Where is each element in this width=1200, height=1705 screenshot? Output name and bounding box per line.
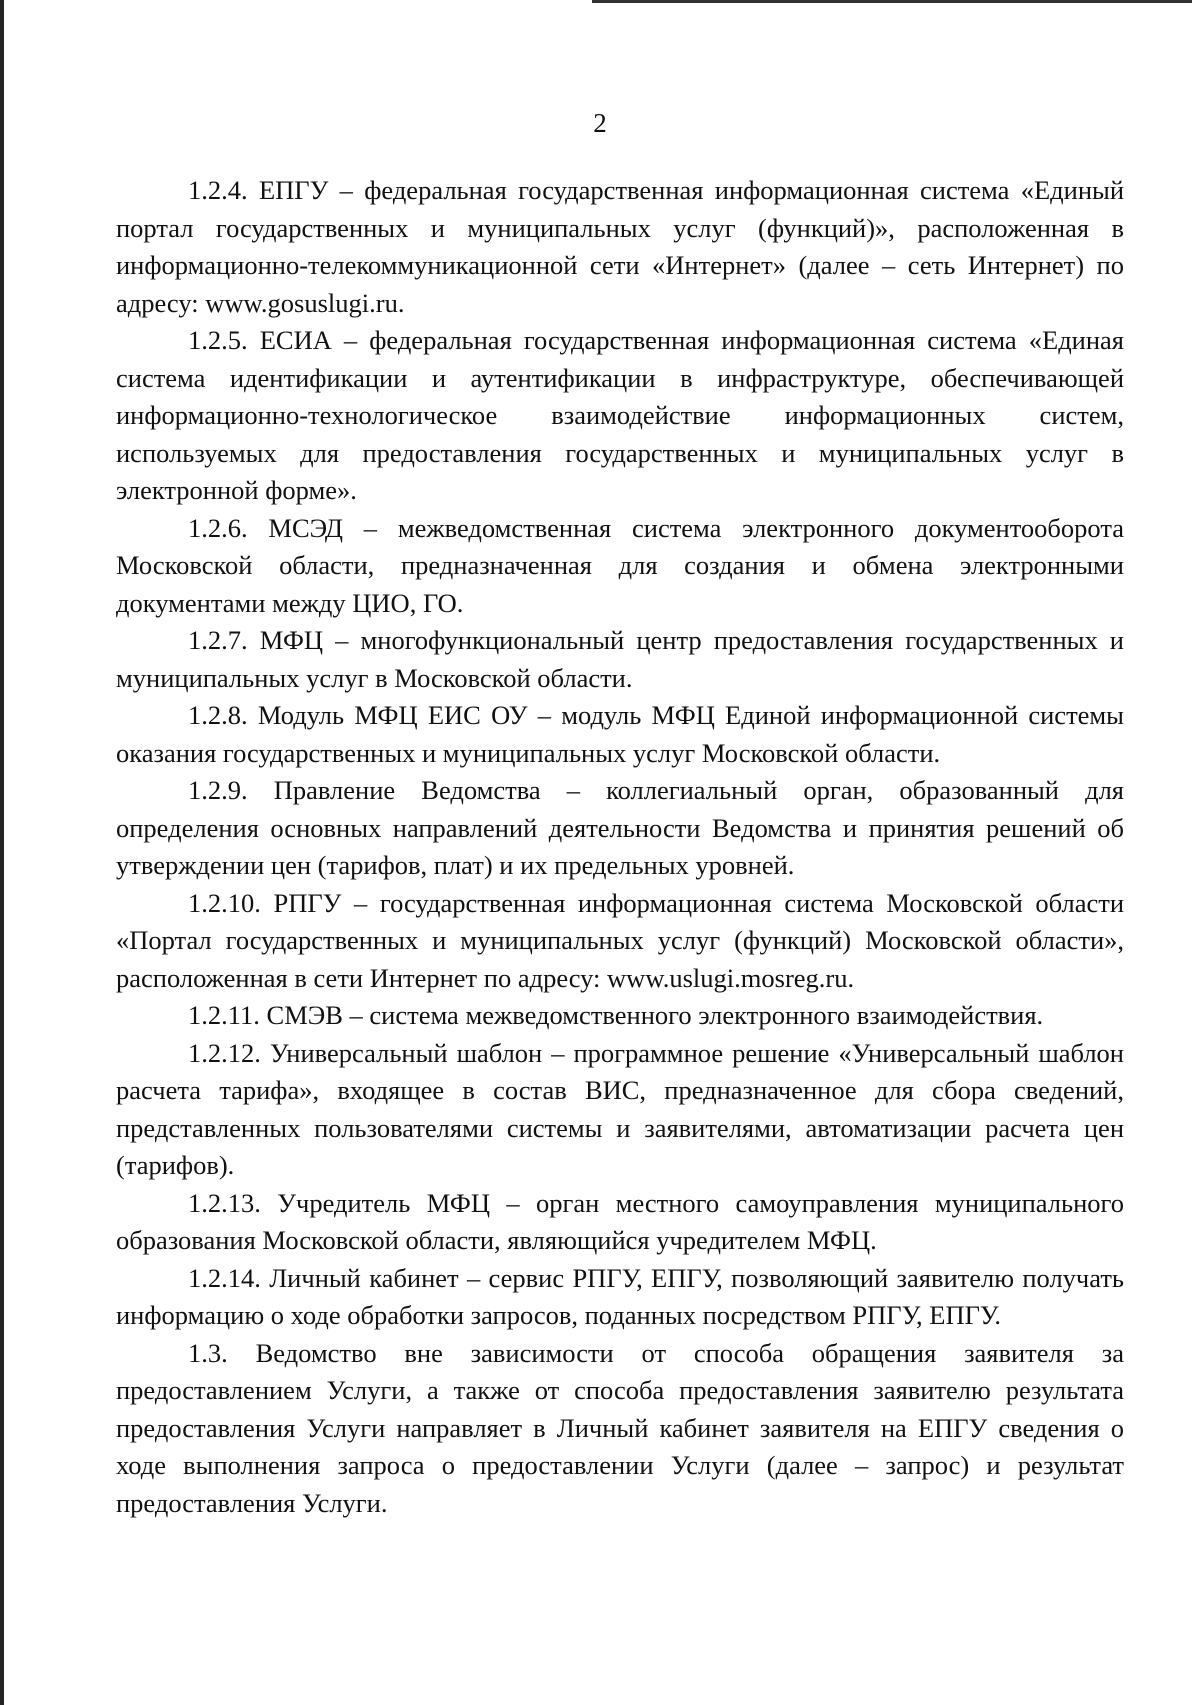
document-body [116, 172, 1124, 1522]
paragraph-1-2-7: 1.2.7. МФЦ – многофункциональный центр предоставления государственных и муниципальных услуг в Московской области. [116, 625, 1124, 693]
scan-edge-top [592, 0, 1192, 3]
paragraph-1-2-5: 1.2.5. ЕСИА – федеральная государственная информационная система «Единая система идентификации и аутентификации в инфраструктуре, обеспечивающей информационно-технологическое взаимодействие информационных систем, используемых для предоставления государственных и муниципальных услуг в электронной форме». [116, 325, 1124, 505]
paragraph-1-2-13: 1.2.13. Учредитель МФЦ – орган местного самоуправления муниципального образования Московской области, являющийся учредителем МФЦ. [116, 1187, 1124, 1255]
paragraph-1-2-8: 1.2.8. Модуль МФЦ ЕИС ОУ – модуль МФЦ Единой информационной системы оказания государственных и муниципальных услуг Московской области. [116, 700, 1124, 768]
paragraph-1-2-11: 1.2.11. СМЭВ – система межведомственного электронного взаимодействия. [188, 1000, 1044, 1030]
page-number: 2 [593, 108, 607, 138]
paragraph-1-2-4: 1.2.4. ЕПГУ – федеральная государственная информационная система «Единый портал государственных и муниципальных услуг (функций)», расположенная в информационно-телекоммуникационной сети «Интернет» (далее – сеть Интернет) по адресу: www.gosuslugi.ru. [116, 175, 1124, 318]
paragraph-1-2-10: 1.2.10. РПГУ – государственная информационная система Московской области «Портал государственных и муниципальных услуг (функций) Московской области», расположенная в сети Интернет по адресу: www.uslugi.mosreg.ru. [116, 887, 1124, 993]
paragraph-1-3: 1.3. Ведомство вне зависимости от способа обращения заявителя за предоставлением Услуги, а также от способа предоставления заявителю результата предоставления Услуги направляет в Личный кабинет заявителя на ЕПГУ сведения о ходе выполнения запроса о предоставлении Услуги (далее – запрос) и результат предоставления Услуги. [116, 1337, 1124, 1518]
paragraph-1-2-12: 1.2.12. Универсальный шаблон – программное решение «Универсальный шаблон расчета тарифа», входящее в состав ВИС, предназначенное для сбора сведений, представленных пользователями системы и заявителями, автоматизации расчета цен (тарифов). [116, 1037, 1124, 1180]
paragraph-1-2-14: 1.2.14. Личный кабинет – сервис РПГУ, ЕПГУ, позволяющий заявителю получать информацию о ходе обработки запросов, поданных посредством РПГУ, ЕПГУ. [116, 1262, 1124, 1330]
paragraph-1-2-6: 1.2.6. МСЭД – межведомственная система электронного документооборота Московской области, предназначенная для создания и обмена электронными документами между ЦИО, ГО. [116, 512, 1124, 618]
paragraph-1-2-9: 1.2.9. Правление Ведомства – коллегиальный орган, образованный для определения основных направлений деятельности Ведомства и принятия решений об утверждении цен (тарифов, плат) и их предельных уровней. [116, 775, 1124, 880]
scan-edge-left [0, 0, 4, 1705]
